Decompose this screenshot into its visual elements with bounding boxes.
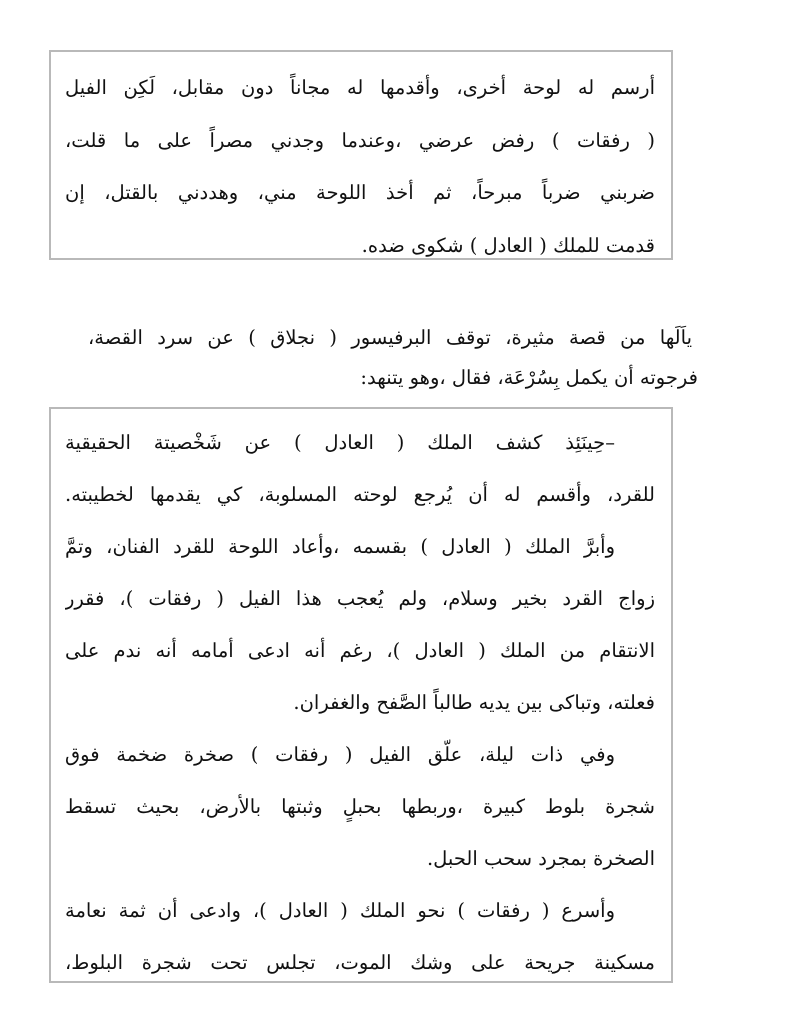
text-line: قدمت للملك ( العادل ) شكوى ضده. [361,233,655,257]
text-line: فعلته، وتباكى بين يديه طالباً الصَّفح والغفران. [293,691,655,714]
story-narration [88,318,698,398]
text-line: ( رفقات ) رفض عرضي ،وعندما وجدني مصراً على ما قلت، [65,128,655,152]
text-line: شجرة بلوط كبيرة ،وربطها بحبلٍ وثبتها بالأرض، بحيث تسقط [65,795,655,818]
text-line: زواج القرد بخير وسلام، ولم يُعجب هذا الفيل ( رفقات )، فقرر [65,587,655,610]
text-line: فرجوته أن يكمل بِسُرْعَة، فقال ،وهو يتنهد: [360,366,698,389]
text-line: وأسرع ( رفقات ) نحو الملك ( العادل )، وادعى أن ثمة نعامة [65,899,615,922]
text-line: –حِينَئِذ كشف الملك ( العادل ) عن شَخْصيتة الحقيقية [65,431,615,454]
text-line: ياَلَها من قصة مثيرة، توقف البرفيسور ( نجلاق ) عن سرد القصة، [88,326,692,349]
text-line: الصخرة بمجرد سحب الحبل. [426,847,655,870]
text-line: ضربني ضرباً مبرحاً، ثم أخذ اللوحة مني، وهددني بالقتل، إن [65,181,655,204]
text-line: وأبرَّ الملك ( العادل ) بقسمه ،وأعاد اللوحة للقرد الفنان، وتمَّ [65,535,615,558]
text-line: أرسم له لوحة أخرى، وأقدمها له مجاناً دون مقابل، لَكِن الفيل [65,76,655,99]
story-text-box-top [49,50,673,260]
text-line: للقرد، وأقسم له أن يُرجع لوحته المسلوبة، كي يقدمها لخطيبته. [65,483,655,506]
text-line: الانتقام من الملك ( العادل )، رغم أنه ادعى أمامه أنه ندم على [65,639,655,662]
text-line: وفي ذات ليلة، علّق الفيل ( رفقات ) صخرة ضخمة فوق [65,743,615,766]
text-line: مسكينة جريحة على وشك الموت، تجلس تحت شجرة البلوط، [65,951,655,974]
story-text-box-bottom [49,407,673,983]
